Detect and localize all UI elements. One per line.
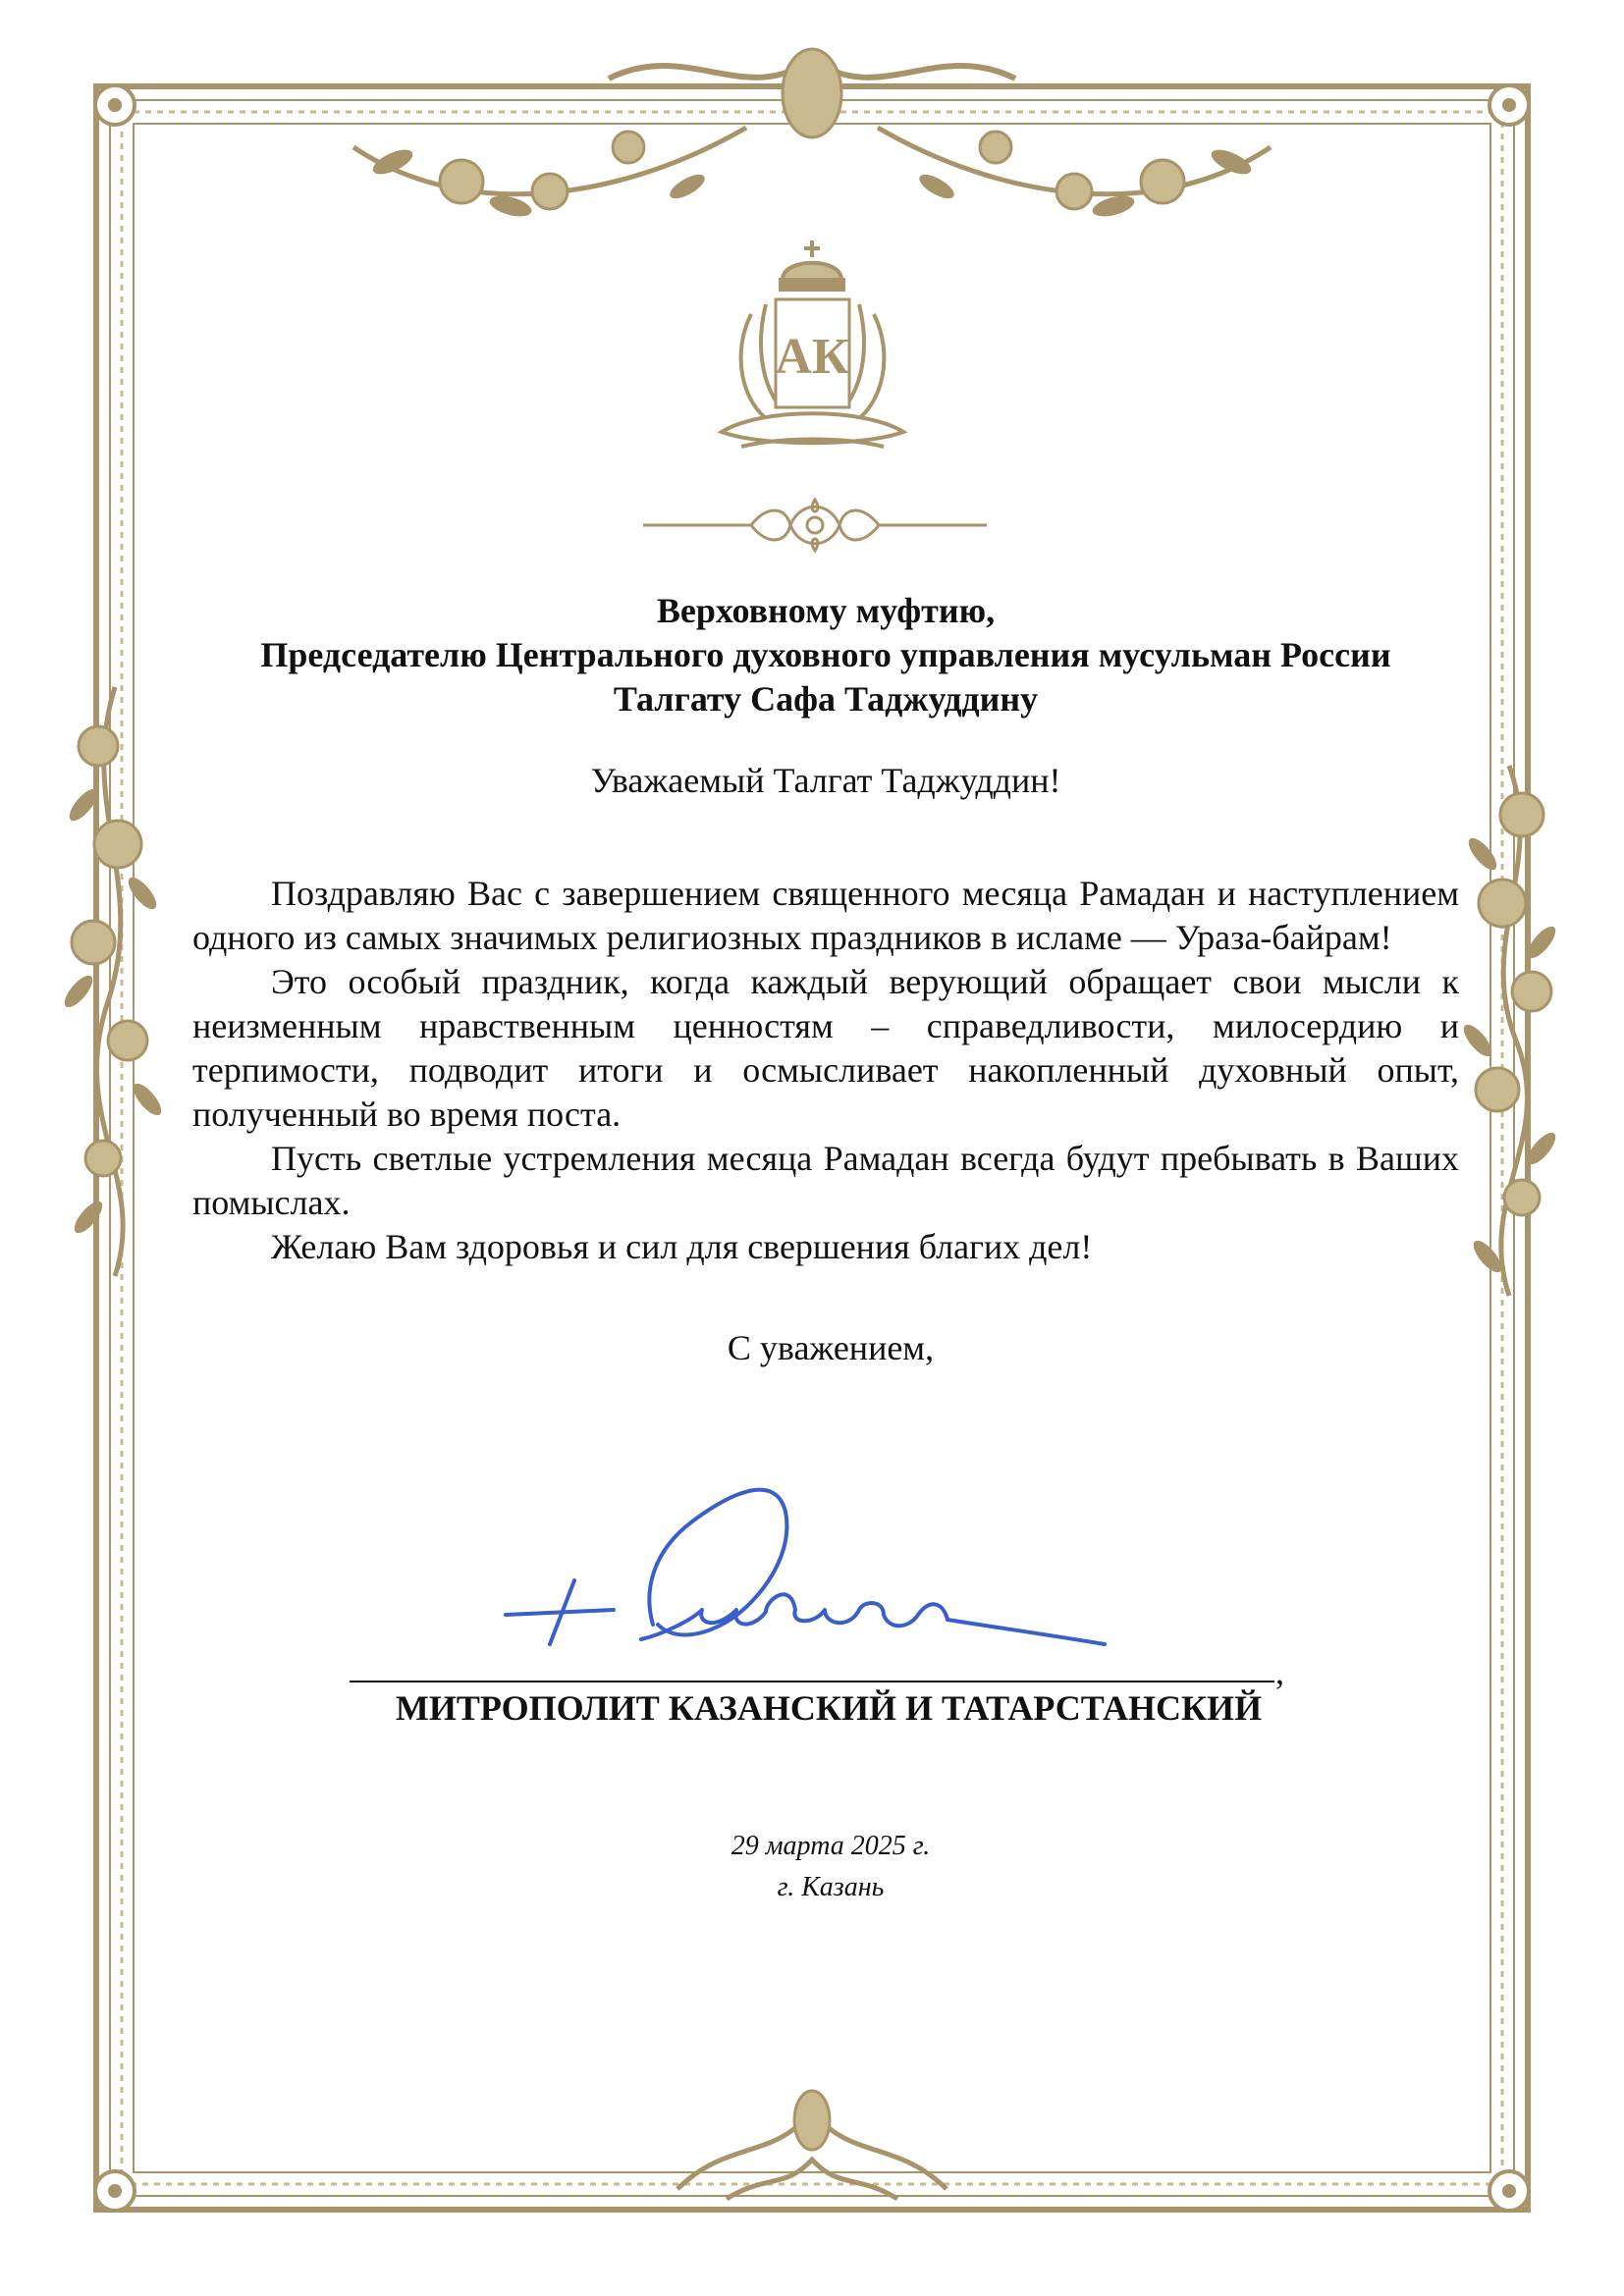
addressee-line-1: Верховному муфтию, — [656, 591, 996, 630]
letter-body — [192, 589, 1459, 1370]
body-paragraphs — [192, 872, 1459, 1269]
letter-date: 29 марта 2025 г. — [731, 1831, 931, 1861]
paragraph-2: Это особый праздник, когда каждый верующий обращает свои мысли к неизменным нравственным ценностям – справедливости, милосердию и терпимости, подводит итоги и осмысливает накопленный духовный опыт, полученный во время поста. — [192, 962, 1459, 1134]
closing-phrase: С уважением, — [727, 1328, 935, 1367]
paragraph-3: Пусть светлые устремления месяца Рамадан всегда будут пребывать в Ваших помыслах. — [192, 1139, 1459, 1222]
signer-title: МИТРОПОЛИТ КАЗАНСКИЙ И ТАТАРСТАНСКИЙ — [395, 1688, 1263, 1728]
addressee-block — [192, 589, 1459, 721]
signature-comma: , — [1275, 1652, 1284, 1691]
divider-ornament — [643, 496, 987, 555]
date-place-block — [585, 1826, 1076, 1908]
handwritten-signature — [496, 1453, 1124, 1688]
emblem-monogram: АК — [775, 329, 849, 385]
addressee-line-2: Председателю Центрального духовного управления мусульман России — [260, 635, 1391, 674]
eparchy-emblem — [702, 236, 923, 461]
salutation: Уважаемый Талгат Таджуддин! — [590, 761, 1061, 800]
letter-place: г. Казань — [777, 1872, 885, 1902]
paragraph-1: Поздравляю Вас с завершением священного месяца Рамадан и наступлением одного из самых значимых религиозных праздников в исламе — Ураза-байрам! — [192, 874, 1459, 957]
signature-line — [350, 1681, 1274, 1682]
addressee-line-3: Талгату Сафа Таджуддину — [613, 679, 1039, 719]
paragraph-4: Желаю Вам здоровья и сил для свершения благих дел! — [271, 1227, 1093, 1266]
